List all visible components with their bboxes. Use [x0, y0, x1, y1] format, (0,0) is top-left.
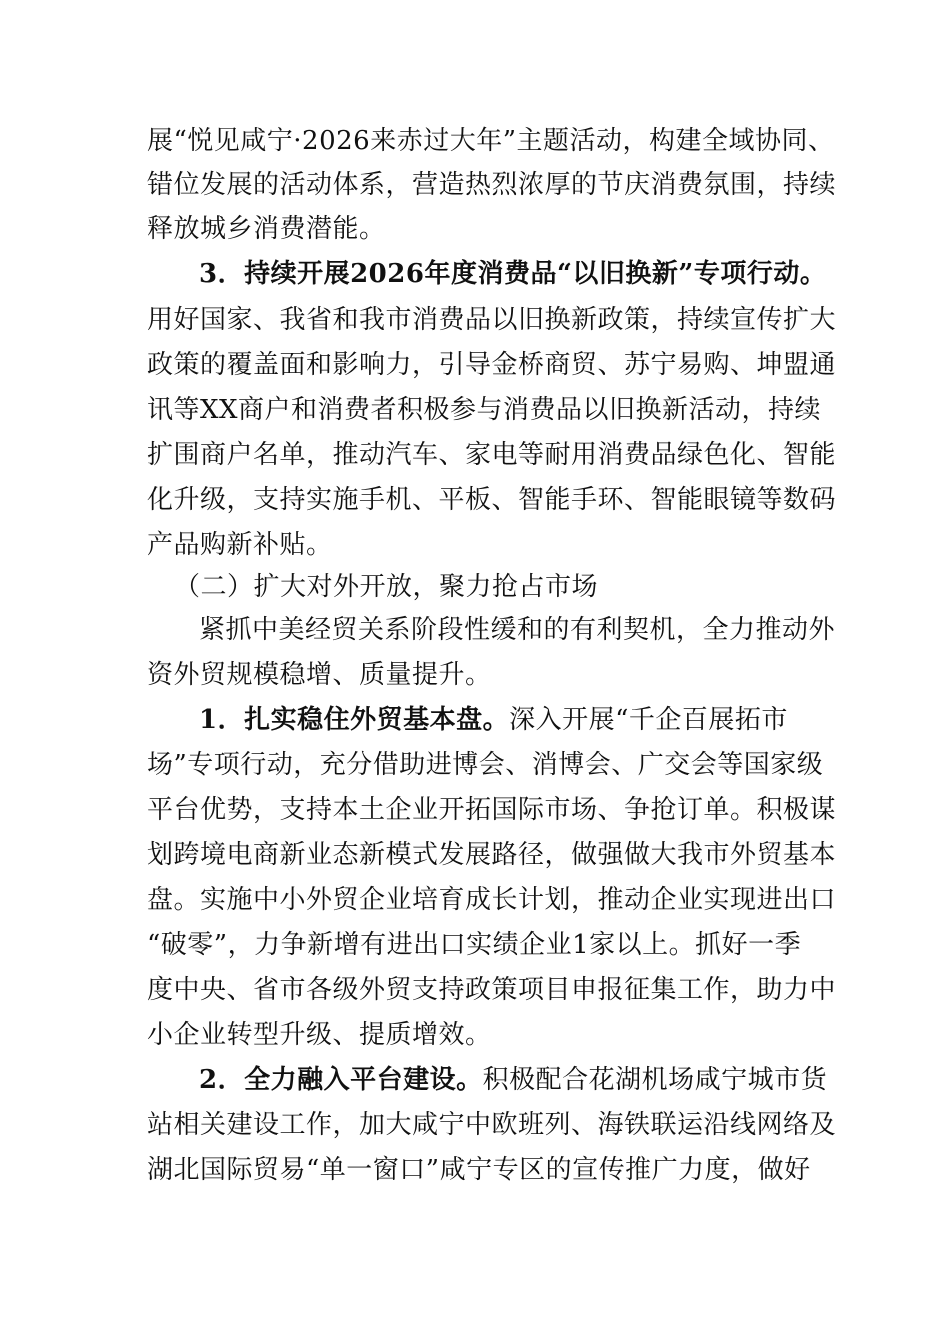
paragraph-line: 站相关建设工作，加大咸宁中欧班列、海铁联运沿线网络及 — [147, 1110, 837, 1140]
paragraph-line: 资外贸规模稳增、质量提升。 — [147, 660, 492, 690]
paragraph-line: 盘。实施中小外贸企业培育成长计划，推动企业实现进出口 — [147, 885, 837, 915]
paragraph-line: 错位发展的活动体系，营造热烈浓厚的节庆消费氛围，持续 — [147, 170, 837, 200]
paragraph-line: 展“悦见咸宁·2026来赤过大年”主题活动，构建全域协同、 — [147, 126, 835, 156]
subheading-2: 2．全力融入平台建设。 — [199, 1065, 483, 1095]
paragraph-line: 湖北国际贸易“单一窗口”咸宁专区的宣传推广力度，做好 — [147, 1155, 811, 1185]
paragraph-line: 化升级，支持实施手机、平板、智能手环、智能眼镜等数码 — [147, 485, 837, 515]
paragraph-line: 释放城乡消费潜能。 — [147, 214, 386, 244]
paragraph-line: 度中央、省市各级外贸支持政策项目申报征集工作，助力中 — [147, 975, 837, 1005]
paragraph-text: 深入开展“千企百展拓市 — [509, 705, 788, 735]
section-heading-2: （二）扩大对外开放，聚力抢占市场 — [174, 572, 599, 602]
paragraph-line: 场”专项行动，充分借助进博会、消博会、广交会等国家级 — [147, 750, 824, 780]
section-heading-3: 3．持续开展2026年度消费品“以旧换新”专项行动。 — [199, 259, 827, 289]
paragraph-line-with-heading — [199, 704, 788, 736]
paragraph-line-with-heading — [199, 1064, 827, 1096]
paragraph-line: 政策的覆盖面和影响力，引导金桥商贸、苏宁易购、坤盟通 — [147, 350, 837, 380]
paragraph-line: 划跨境电商新业态新模式发展路径，做强做大我市外贸基本 — [147, 840, 837, 870]
paragraph-line: 小企业转型升级、提质增效。 — [147, 1020, 492, 1050]
paragraph-line: 平台优势，支持本土企业开拓国际市场、争抢订单。积极谋 — [147, 795, 837, 825]
paragraph-line: 紧抓中美经贸关系阶段性缓和的有利契机，全力推动外 — [199, 615, 836, 645]
paragraph-line: “破零”，力争新增有进出口实绩企业1家以上。抓好一季 — [147, 930, 802, 960]
paragraph-line: 讯等XX商户和消费者积极参与消费品以旧换新活动，持续 — [147, 395, 822, 425]
paragraph-text: 积极配合花湖机场咸宁城市货 — [482, 1065, 828, 1095]
paragraph-line: 产品购新补贴。 — [147, 530, 333, 560]
subheading-1: 1．扎实稳住外贸基本盘。 — [199, 705, 510, 735]
paragraph-line: 用好国家、我省和我市消费品以旧换新政策，持续宣传扩大 — [147, 305, 837, 335]
paragraph-line: 扩围商户名单，推动汽车、家电等耐用消费品绿色化、智能 — [147, 440, 837, 470]
